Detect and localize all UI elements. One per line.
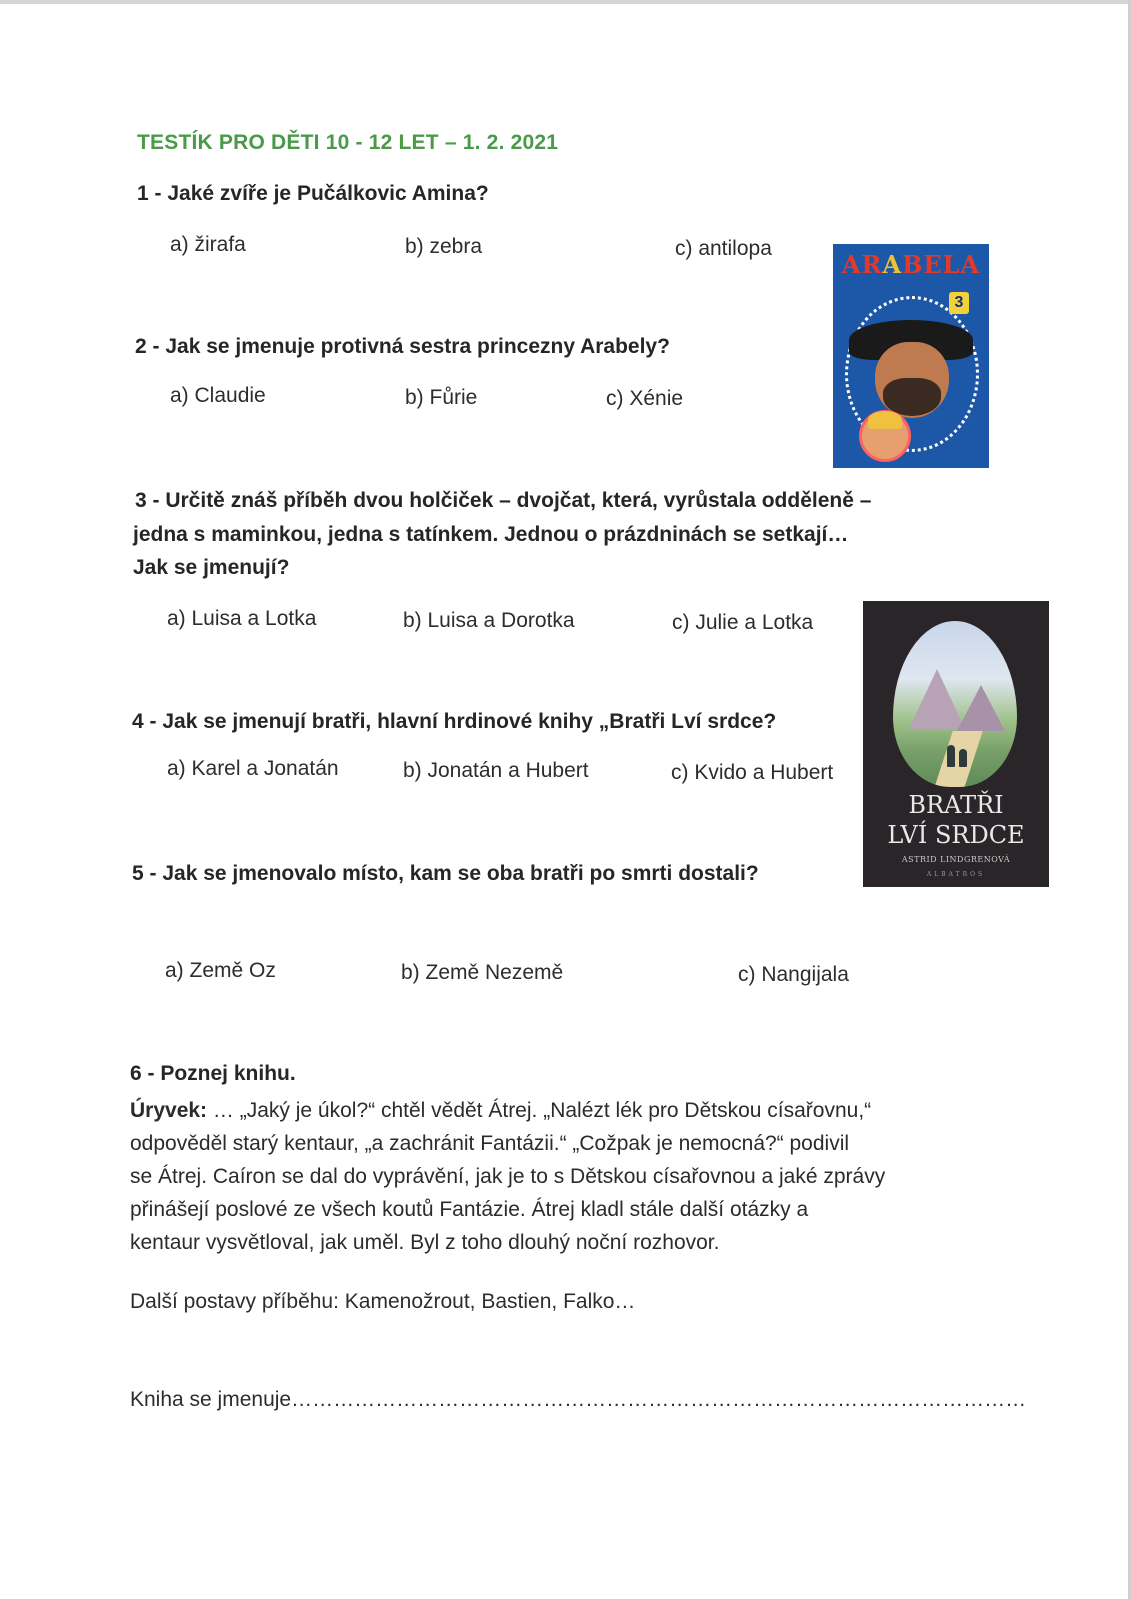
q2-option-a: a) Claudie	[170, 384, 266, 407]
lvi-srdce-cover-image	[863, 601, 1049, 887]
excerpt-label: Úryvek:	[130, 1099, 208, 1122]
q5-option-c: c) Nangijala	[738, 963, 849, 986]
page-top-edge	[0, 0, 1131, 4]
q3-option-c: c) Julie a Lotka	[672, 611, 814, 634]
question-3-line-2: jedna s maminkou, jedna s tatínkem. Jednou o prázdninách se setkají…	[133, 523, 849, 546]
lvi-srdce-title-line-2: LVÍ SRDCE	[887, 821, 1025, 849]
brother-figure	[947, 745, 955, 767]
excerpt-line-5: kentaur vysvětloval, jak uměl. Byl z toho dlouhý noční rozhovor.	[130, 1231, 720, 1254]
arabela-cover-title: ARABELA	[841, 250, 981, 279]
other-characters: Další postavy příběhu: Kamenožrout, Bastien, Falko…	[130, 1290, 636, 1313]
q2-option-c: c) Xénie	[606, 387, 684, 410]
q3-option-b: b) Luisa a Dorotka	[403, 609, 575, 632]
q3-option-a: a) Luisa a Lotka	[167, 607, 317, 630]
mountain-shape	[957, 685, 1005, 731]
excerpt-line-2: odpověděl starý kentaur, „a zachránit Fantázii.“ „Cožpak je nemocná?“ podivil	[130, 1132, 850, 1155]
question-2: 2 - Jak se jmenuje protivná sestra princezny Arabely?	[135, 335, 670, 358]
question-6-heading: 6 - Poznej knihu.	[130, 1062, 296, 1085]
page-title: TESTÍK PRO DĚTI 10 - 12 LET – 1. 2. 2021	[137, 131, 559, 154]
arabela-number-badge: 3	[949, 292, 969, 314]
lvi-srdce-landscape	[893, 621, 1017, 787]
arabela-girl-portrait	[859, 410, 911, 462]
brother-figure	[959, 749, 967, 767]
lvi-srdce-title-line-1: BRATŘI	[908, 791, 1004, 819]
question-1: 1 - Jaké zvíře je Pučálkovic Amina?	[137, 182, 489, 205]
q1-option-a: a) žirafa	[170, 233, 246, 256]
question-5: 5 - Jak se jmenovalo místo, kam se oba bratři po smrti dostali?	[132, 862, 759, 885]
book-answer-line: Kniha se jmenuje……………………………………………………………………………………………	[130, 1388, 1027, 1411]
excerpt-paragraph	[130, 1094, 1010, 1259]
q4-option-a: a) Karel a Jonatán	[167, 757, 339, 780]
q1-option-b: b) zebra	[405, 235, 483, 258]
arabela-cover-image	[833, 244, 989, 468]
lvi-srdce-publisher: ALBATROS	[926, 871, 986, 878]
question-4: 4 - Jak se jmenují bratři, hlavní hrdinové knihy „Bratři Lví srdce?	[132, 710, 777, 733]
excerpt-line-4: přinášejí poslové ze všech koutů Fantázie. Átrej kladl stále další otázky a	[130, 1198, 809, 1221]
excerpt-line-3: se Átrej. Caíron se dal do vyprávění, jak je to s Dětskou císařovnou a jaké zprávy	[130, 1165, 886, 1188]
q2-option-b: b) Fůrie	[405, 386, 478, 409]
q4-option-b: b) Jonatán a Hubert	[403, 759, 589, 782]
path-shape	[933, 731, 982, 787]
q4-option-c: c) Kvido a Hubert	[671, 761, 834, 784]
q1-option-c: c) antilopa	[675, 237, 772, 260]
q5-option-a: a) Země Oz	[165, 959, 276, 982]
q5-option-b: b) Země Nezemě	[401, 961, 564, 984]
lvi-srdce-author: ASTRID LINDGRENOVÁ	[901, 855, 1011, 864]
excerpt-line-1: Úryvek: … „Jaký je úkol?“ chtěl vědět Átrej. „Nalézt lék pro Dětskou císařovnu,“	[130, 1099, 872, 1122]
question-3-line-3: Jak se jmenují?	[133, 556, 290, 579]
question-3-line-1: 3 - Určitě znáš příběh dvou holčiček – dvojčat, která, vyrůstala odděleně –	[135, 489, 872, 512]
